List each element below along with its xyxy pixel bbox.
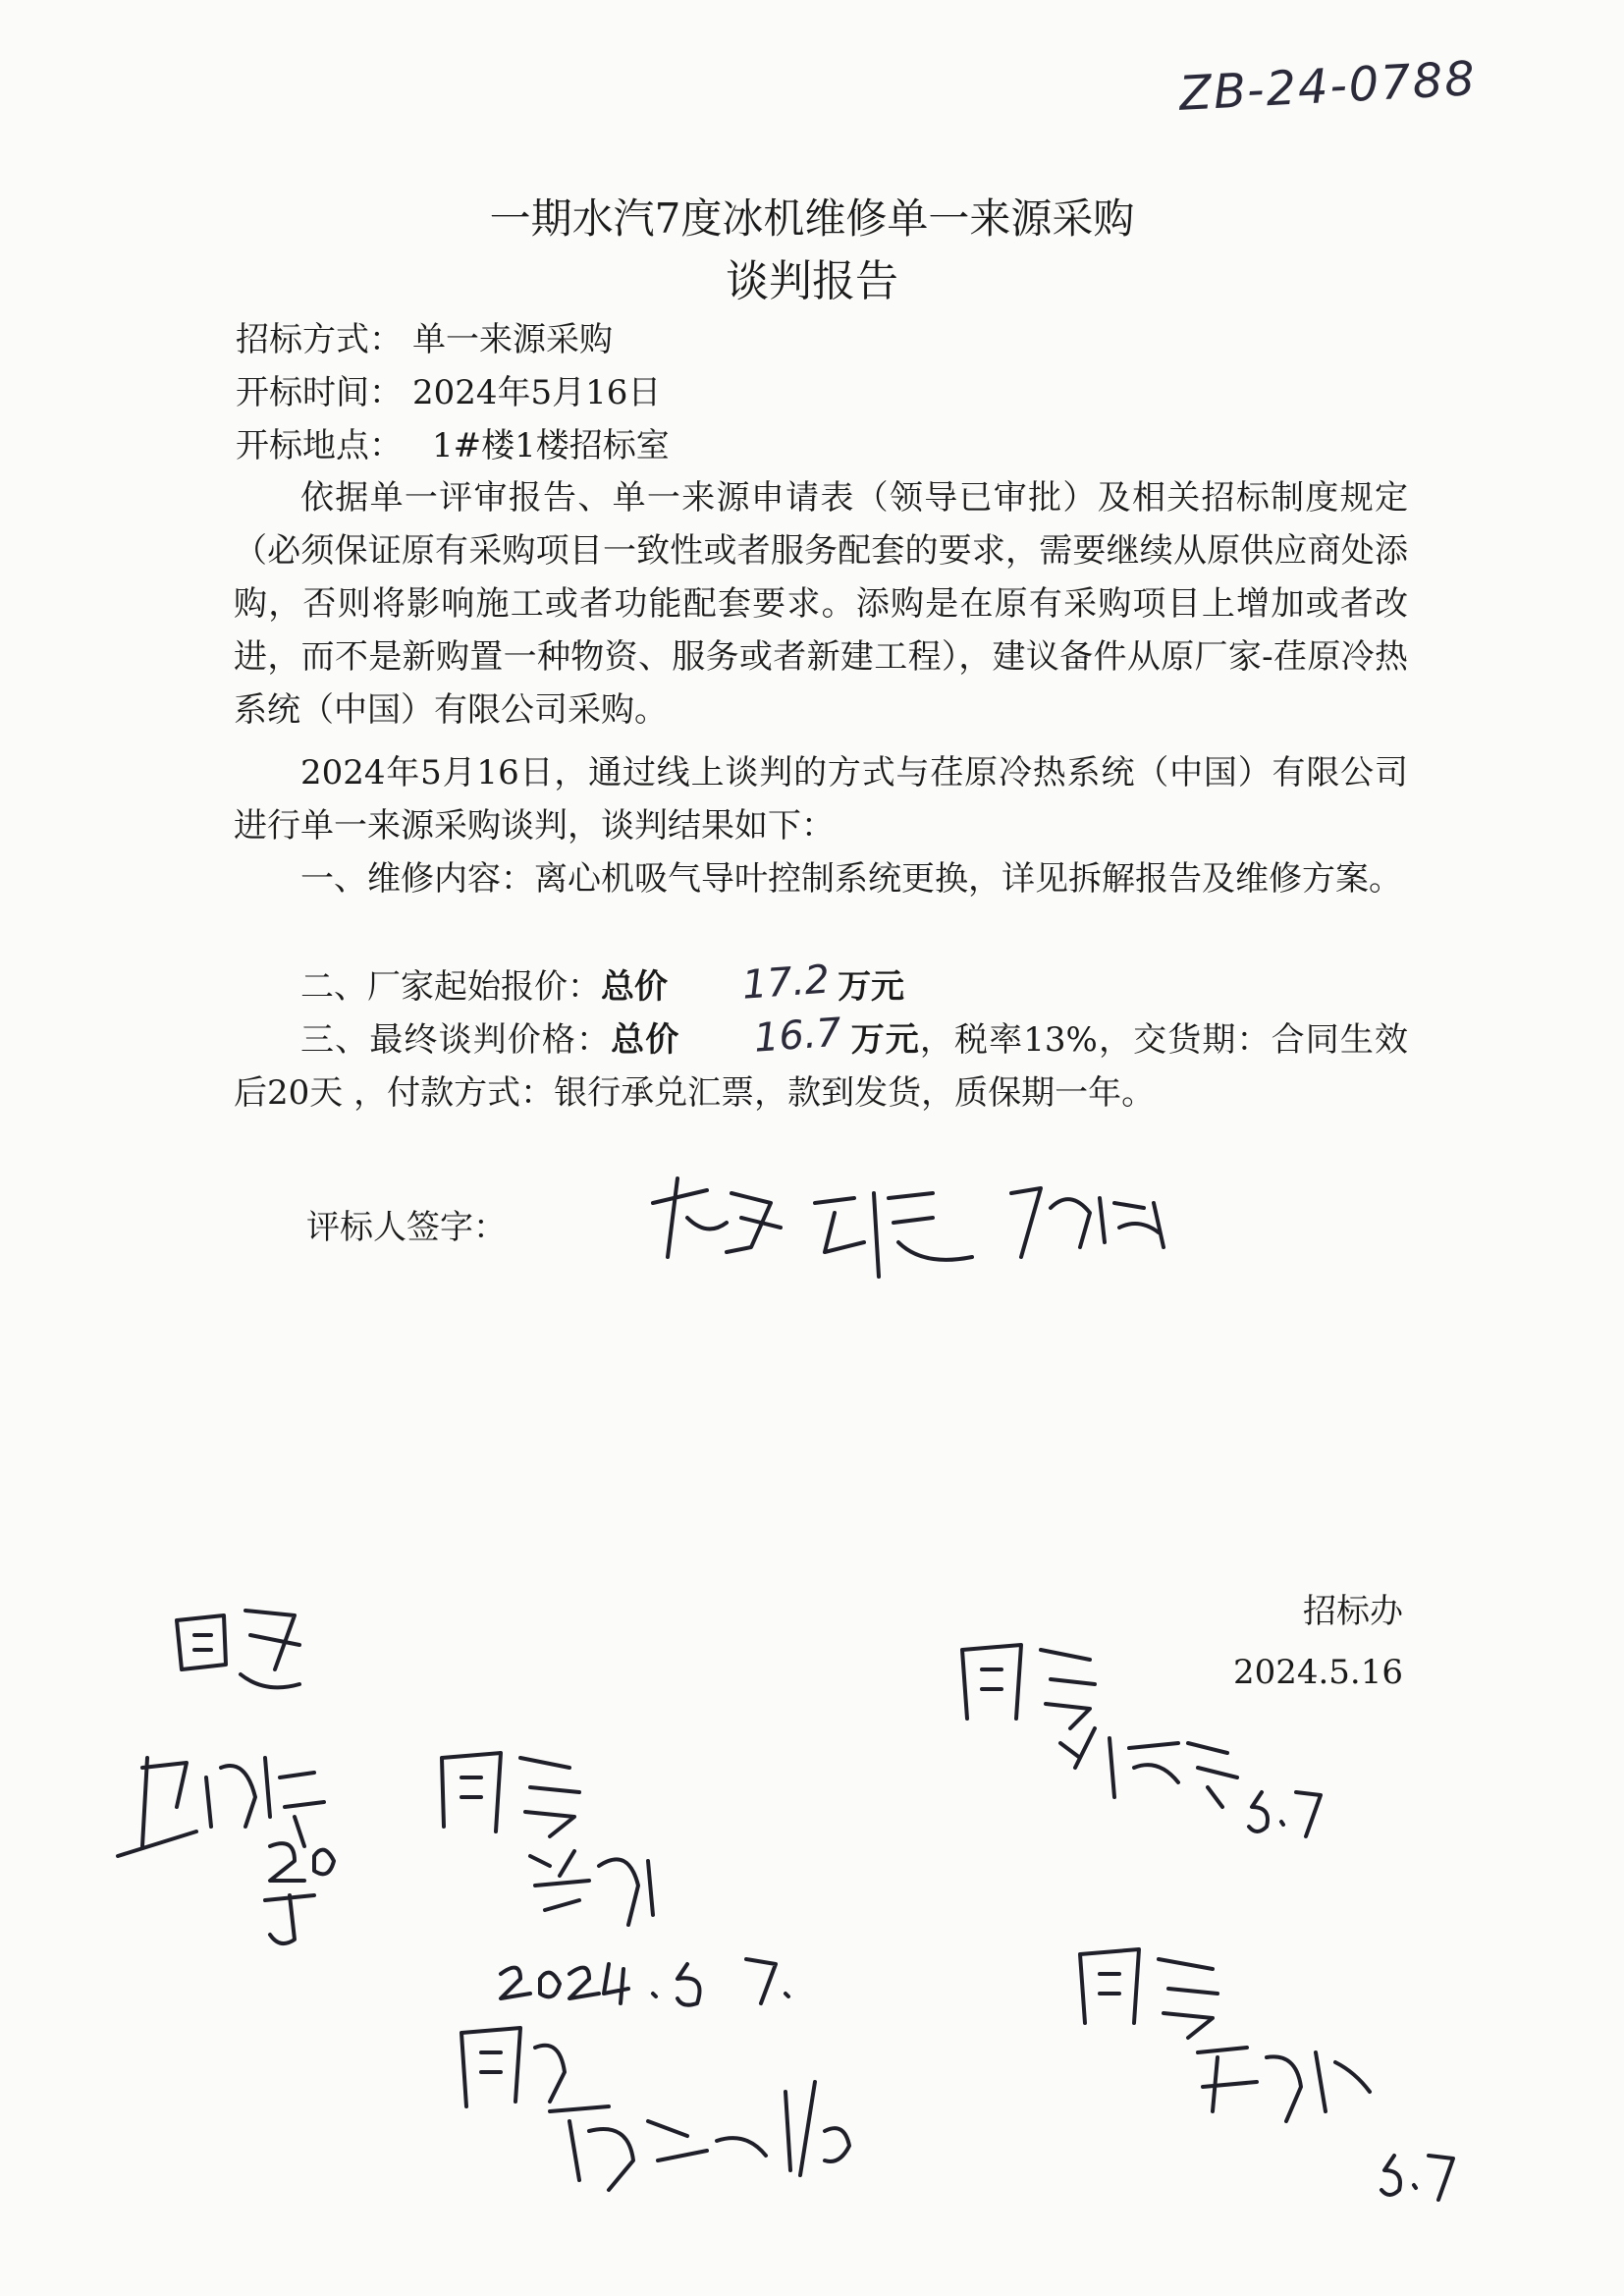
- signature-middle-name: [530, 1851, 653, 1925]
- initial-quote-total-label: 总价: [601, 967, 668, 1007]
- final-price-label: 三、最终谈判价格：: [300, 1020, 612, 1060]
- approval-right-bottom: [1080, 1949, 1218, 2038]
- final-price-terms: ，税率13%，交货期：合同生效后20天 ，付款方式：银行承兑汇票，款到发货，质保期一年。: [234, 1020, 1409, 1113]
- approval-bottom-left: [461, 2028, 565, 2106]
- signature-label: 评标人签字：: [306, 1208, 507, 1247]
- paragraph-basis: 依据单一评审报告、单一来源申请表（领导已审批）及相关招标制度规定（必须保证原有采购项目一致性或者服务配套的要求，需要继续从原供应商处添购，否则将影响施工或者功能配套要求。添购是在原有采购项目上增加或者改进，而不是新购置一种物资、服务或者新建工程），建议备件从原厂家-荏原冷热系统（中国）有限公司采购。: [234, 478, 1408, 730]
- approval-right-top: [962, 1645, 1095, 1728]
- initial-quote-value: 17.2: [740, 957, 832, 1009]
- signature-right-top-name: [1060, 1728, 1237, 1807]
- info-method-label: 招标方式：: [236, 320, 403, 359]
- document-subtitle: 谈判报告: [726, 256, 898, 306]
- signature-right-top-date: [1249, 1792, 1321, 1836]
- info-place-label: 开标地点：: [236, 426, 403, 465]
- initial-quote-unit: 万元: [838, 967, 905, 1007]
- signature-bottom-left-name: [550, 2106, 766, 2190]
- signature-left-date: [265, 1843, 334, 1943]
- signature-right-bottom-date: [1381, 2156, 1453, 2200]
- evaluator-signature-3: [1011, 1188, 1164, 1257]
- signature-middle-date: [501, 1959, 788, 2005]
- info-place: [236, 418, 670, 466]
- signature-right-bottom-name: [1198, 2048, 1370, 2121]
- info-time-value: 2024年5月16日: [412, 373, 662, 412]
- signature-bottom-left-date: [785, 2082, 849, 2175]
- final-price-value: 16.7: [752, 1010, 843, 1062]
- final-price-total-label: 总价: [611, 1020, 680, 1060]
- document-number: ZB-24-0788: [1177, 51, 1479, 122]
- office-date: 2024.5.16: [1232, 1653, 1403, 1692]
- final-price-unit: 万元: [849, 1020, 920, 1060]
- paragraph-initial-quote: [234, 958, 1408, 1013]
- initial-quote-label: 二、厂家起始报价：: [300, 967, 601, 1007]
- info-method: [236, 312, 613, 360]
- evaluator-signature-1: [653, 1178, 781, 1257]
- paragraph-negotiation: 2024年5月16日，通过线上谈判的方式与荏原冷热系统（中国）有限公司进行单一来源采购谈判，谈判结果如下：: [234, 753, 1408, 846]
- info-method-value: 单一来源采购: [412, 320, 613, 359]
- office-block: [1233, 1581, 1403, 1703]
- office-name: 招标办: [1303, 1592, 1403, 1631]
- approval-middle: [442, 1753, 579, 1836]
- info-time-label: 开标时间：: [236, 373, 403, 412]
- paragraph-final-price: [234, 1011, 1408, 1120]
- document-title: 一期水汽7度冰机维修单一来源采购: [489, 194, 1135, 243]
- signature-left-name: [118, 1758, 324, 1856]
- info-place-value: 1#楼1楼招标室: [432, 426, 670, 465]
- paragraph-repair-content: 一、维修内容：离心机吸气导叶控制系统更换，详见拆解报告及维修方案。: [300, 859, 1402, 899]
- info-time: [236, 365, 661, 413]
- approval-left-top: [177, 1611, 299, 1687]
- evaluator-signature-2: [815, 1193, 972, 1277]
